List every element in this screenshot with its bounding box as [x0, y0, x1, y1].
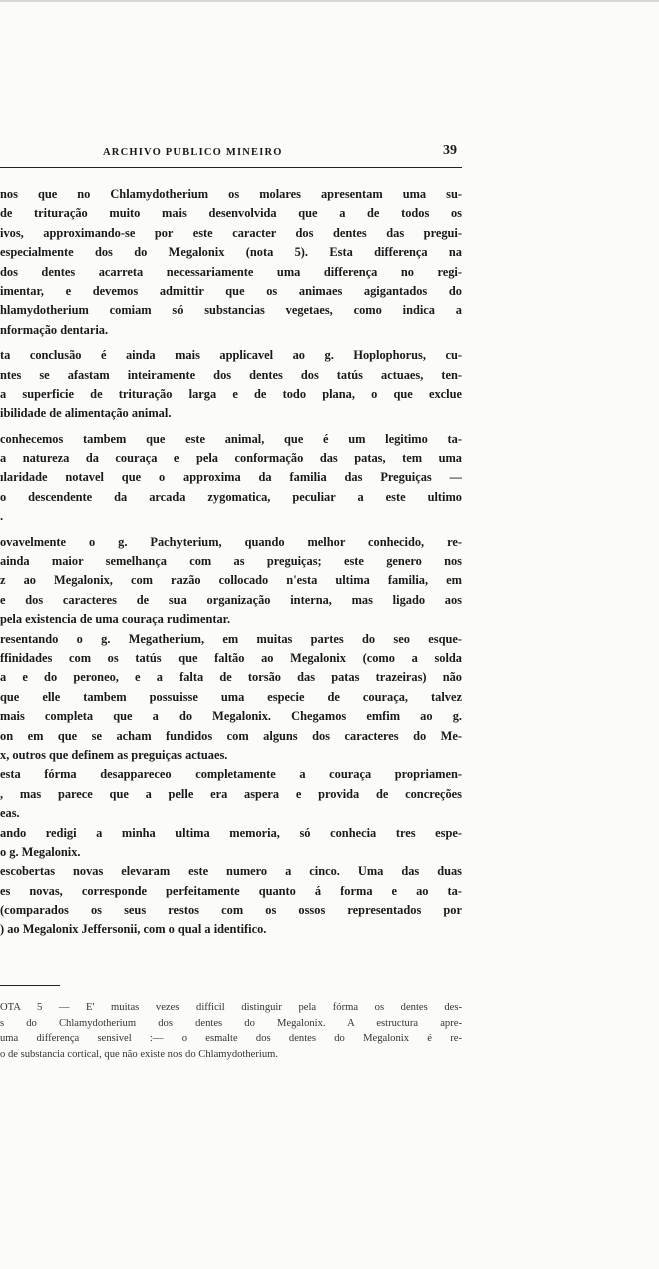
text-line: .	[0, 509, 4, 524]
text-line: dos dentes acarreta necessariamente uma differença no regi-	[0, 264, 462, 279]
text-line: z ao Megalonix, com razão collocado n'esta ultima familia, em	[0, 573, 462, 588]
footnote-line: uma differença sensivel :— o esmalte dos dentes do Megalonix é re-	[0, 1033, 462, 1045]
text-line: o g. Megalonix.	[0, 844, 81, 859]
text-line: nformação dentaria.	[0, 322, 109, 337]
footnote-line: s do Chlamydotherium dos dentes do Megalonix. A estructura apre-	[0, 1017, 462, 1029]
top-edge-rule	[0, 0, 659, 2]
text-line: a natureza da couraça e pela conformação das patas, tem uma	[0, 451, 462, 466]
footnote-line: OTA 5 — E' muitas vezes difficil distinguir pela fórma os dentes des-	[0, 1002, 462, 1013]
text-line: ovavelmente o g. Pachyterium, quando melhor conhecido, re-	[0, 534, 462, 549]
text-line: de trituração muito mais desenvolvida que a de todos os	[0, 206, 462, 221]
text-line: ando redigi a minha ultima memoria, só conhecia tres espe-	[0, 825, 462, 840]
text-line: , mas parece que a pelle era aspera e provida de concreções	[0, 786, 462, 801]
header-rule	[0, 167, 462, 168]
text-line: conhecemos tambem que este animal, que é um legitimo ta-	[0, 431, 462, 446]
text-line: pela existencia de uma couraça rudimentar.	[0, 612, 231, 627]
text-line: ta conclusão é ainda mais applicavel ao g. Hoplophorus, cu-	[0, 348, 462, 363]
text-line: hlamydotherium comiam só substancias vegetaes, como indica a	[0, 303, 462, 318]
text-line: mais completa que a do Megalonix. Chegamos emfim ao g.	[0, 709, 462, 724]
footnote-rule	[0, 985, 60, 986]
text-line: nos que no Chlamydotherium os molares apresentam uma su-	[0, 187, 462, 201]
body-text	[0, 185, 462, 940]
page-number: 39	[443, 143, 457, 158]
text-line: imentar, e devemos admittir que os animaes agigantados do	[0, 283, 462, 298]
text-line: ainda maior semelhança com as preguiças; este genero nos	[0, 554, 462, 569]
footnote-line: o de substancia cortical, que não existe nos do Chlamydotherium.	[0, 1048, 279, 1060]
text-line: esta fórma desappareceo completamente a couraça propriamen-	[0, 767, 462, 782]
text-line: es novas, corresponde perfeitamente quanto á forma e ao ta-	[0, 883, 462, 898]
page-header	[0, 145, 470, 165]
footnote	[0, 1000, 462, 1062]
text-line: ivos, approximando-se por este caracter dos dentes das pregui-	[0, 225, 462, 240]
text-line: ) ao Megalonix Jeffersonii, com o qual a identifico.	[0, 922, 267, 937]
text-line: que elle tambem possuisse uma especie de couraça, talvez	[0, 689, 462, 704]
text-line: especialmente dos do Megalonix (nota 5). Esta differença na	[0, 245, 462, 260]
text-line: ffinidades com os tatús que faltão ao Megalonix (como a solda	[0, 650, 462, 665]
text-line: escobertas novas elevaram este numero a cinco. Uma das duas	[0, 864, 462, 879]
text-line: ılaridade notavel que o approxima da familia das Preguiças —	[0, 470, 462, 485]
text-line: (comparados os seus restos com os ossos representados por	[0, 903, 462, 918]
text-line: eas.	[0, 806, 20, 821]
running-title: ARCHIVO PUBLICO MINEIRO	[103, 147, 283, 158]
text-line: e dos caracteres de sua organização interna, mas ligado aos	[0, 592, 462, 607]
text-line: x, outros que definem as preguiças actuaes.	[0, 747, 228, 762]
text-line: resentando o g. Megatherium, em muitas partes do seo esque-	[0, 631, 462, 646]
text-line: a e do peroneo, e a falta de torsão das patas trazeiras) não	[0, 670, 462, 685]
text-line: ibilidade de alimentação animal.	[0, 406, 172, 421]
text-line: ntes se afastam inteiramente dos dentes dos tatús actuaes, ten-	[0, 367, 462, 382]
text-line: a superficie de trituração larga e de todo plana, o que exclue	[0, 386, 462, 401]
text-line: o descendente da arcada zygomatica, peculiar a este ultimo	[0, 489, 462, 504]
text-line: on em que se acham fundidos com alguns dos caracteres do Me-	[0, 728, 462, 743]
